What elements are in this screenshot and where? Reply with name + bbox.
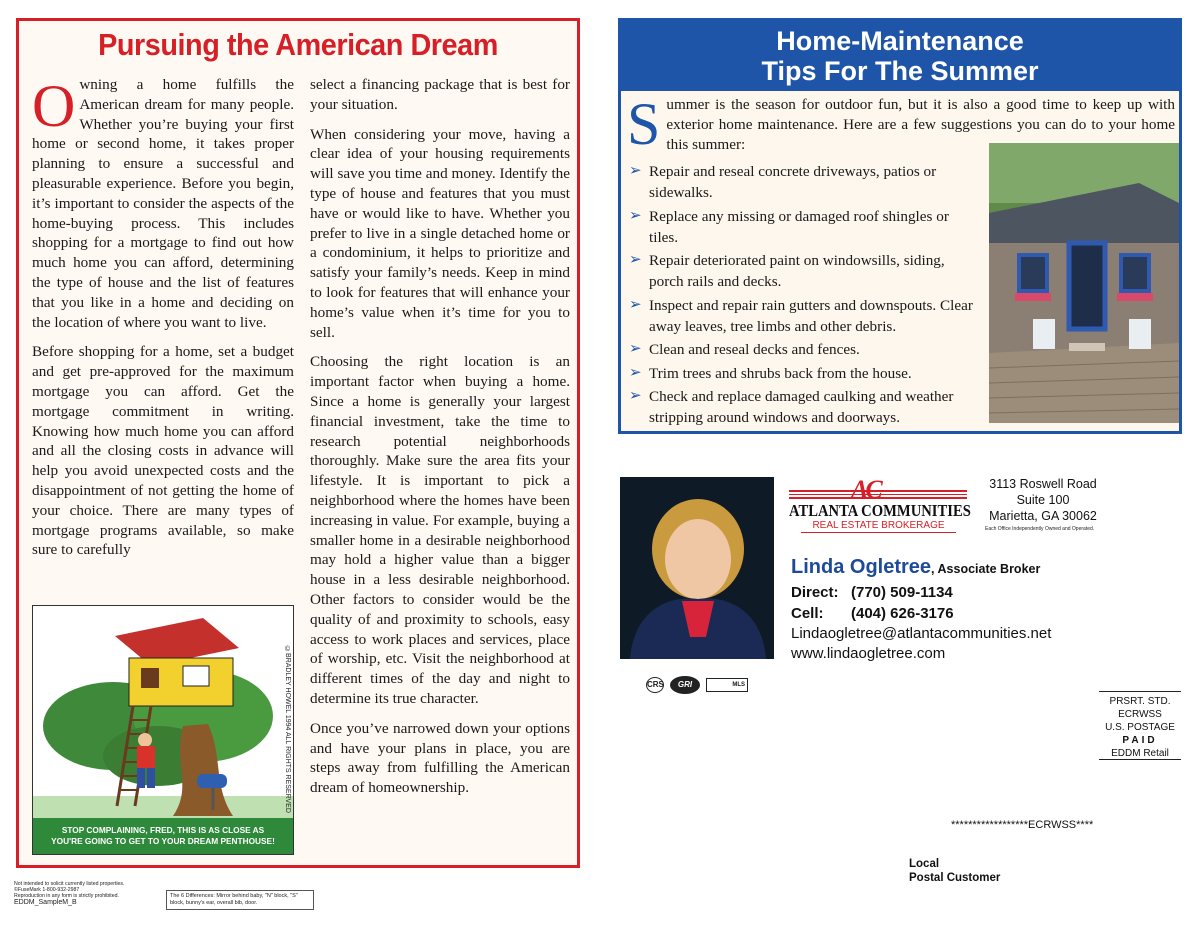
- treehouse-illustration: [33, 606, 294, 820]
- gri-badge-icon: GRI: [670, 676, 700, 694]
- logo-rules: [789, 490, 967, 501]
- tip-item: ➢ Check and replace damaged caulking and weather stripping around windows and doorways.: [629, 388, 954, 426]
- office-address: 3113 Roswell Road Suite 100 Marietta, GA 30062: [989, 477, 1097, 523]
- tip-item: ➢ Trim trees and shrubs back from the house.: [629, 364, 912, 382]
- cartoon-caption: STOP COMPLAINING, FRED, THIS IS AS CLOSE AS YOU'RE GOING TO GET TO YOUR DREAM PENTHOUSE!: [33, 818, 293, 854]
- arrow-bullet-icon: ➢: [629, 207, 642, 224]
- article-paragraph: When considering your move, having a clear idea of your housing requirements will save you time and money. Identify the type of house and features that you must have or would like to have. Whether you prefer to live in a single detached home or a condominium, it helps to prioritize and satisfy your family’s needs. Keep in mind to look for features that will enhance your home’s value when it’s time for you to sell.: [310, 125, 570, 341]
- brokerage-logo: [789, 475, 969, 537]
- article-column-1: [32, 75, 294, 570]
- tip-item: ➢ Clean and reseal decks and fences.: [629, 341, 860, 358]
- article-paragraph: Once you’ve narrowed down your options and have your plans in place, you are steps away from fulfilling the American dream of homeownership.: [310, 719, 570, 797]
- differences-box: The 6 Differences: Mirror behind baby, "N" block, "S" block, bunny's ear, overall bib, door.: [166, 890, 314, 910]
- article-american-dream: [16, 18, 580, 868]
- tip-item: ➢ Repair deteriorated paint on windowsills, siding, porch rails and decks.: [629, 252, 945, 290]
- direct-phone[interactable]: Direct: (770) 509-1134: [791, 584, 953, 601]
- article-paragraph: Owning a home fulfills the American dream for many people. Whether you’re buying your first home or second home, it takes proper planning to ensure a successful and pleasurable experience. Before you begin, it’s important to consider the aspects of the home-buying process. This includes shopping for a mortgage to find out how much home you can afford, determining the type of house and the list of features that you like in a home and deciding on the location of where you want to live.: [32, 73, 294, 331]
- tips-intro: Summer is the season for outdoor fun, but it is also a good time to keep up with exterior home maintenance. Here are a few suggestions you can do to your home this summer:: [627, 91, 1175, 157]
- tip-item: ➢ Inspect and repair rain gutters and downspouts. Clear away leaves, tree limbs and other debris.: [629, 296, 973, 335]
- cell-phone[interactable]: Cell: (404) 626-3176: [791, 605, 954, 622]
- arrow-bullet-icon: ➢: [629, 364, 642, 381]
- tips-title: Home-Maintenance Tips For The Summer: [621, 21, 1179, 91]
- article-paragraph: select a financing package that is best for your situation.: [310, 76, 570, 113]
- crs-badge-icon: CRS: [646, 677, 664, 693]
- article-paragraph: Before shopping for a home, set a budget and get pre-approved for the maximum mortgage you can afford. Get the mortgage commitment in writing. Knowing how much home you can afford and all the closing costs in advance will help you avoid unexpected costs and the disappointment of not getting the home of your choice. There are many types of mortgage programs available, so make sure to carefully: [32, 343, 294, 559]
- agent-website[interactable]: www.lindaogletree.com: [791, 645, 946, 662]
- arrow-bullet-icon: ➢: [629, 388, 642, 404]
- arrow-bullet-icon: ➢: [629, 163, 642, 179]
- article-paragraph: Choosing the right location is an important factor when buying a home. Since a home is generally your largest financial investment, take the time to research potential neighborhoods thoroughly. Make sure the area fits your lifestyle. It is important to pick a neighborhood where the homes have been increasing in value. For example, buying a smaller home in a desirable neighborhood may hold a higher value than a bigger house in a less desirable neighborhood. Other factors to consider would be the quality of and proximity to schools, easy access to work places and services, place of worship, etc. Visit the neighborhood at different times of the day and night to determine its true character.: [310, 353, 570, 707]
- cottage-photo: [989, 143, 1179, 423]
- cartoon-credit: ©BRADLEY HOWEL 1994 ALL RIGHTS RESERVED: [284, 646, 291, 813]
- arrow-bullet-icon: ➢: [629, 252, 642, 268]
- arrow-bullet-icon: ➢: [629, 341, 642, 357]
- article-title: Pursuing the American Dream: [98, 27, 498, 62]
- mls-badge-icon: MLS: [706, 678, 748, 692]
- ecrwss-line: ******************ECRWSS****: [951, 819, 1094, 831]
- tip-item: ➢ Repair and reseal concrete driveways, patios or sidewalks.: [629, 163, 937, 201]
- drop-cap: S: [627, 91, 661, 157]
- treehouse-cartoon: [32, 605, 294, 855]
- agent-name: Linda Ogletree, Associate Broker: [791, 556, 1041, 578]
- arrow-bullet-icon: ➢: [629, 296, 642, 313]
- fine-print: Not intended to solicit currently listed properties. ©FuseMark 1-800-932-2987 Reproduction in any form is strictly prohibited. EDDM_SampleM_B: [14, 881, 125, 906]
- office-note: Each Office Independently Owned and Operated.: [985, 526, 1095, 532]
- summer-tips-panel: [618, 18, 1182, 434]
- brokerage-subtitle: REAL ESTATE BROKERAGE: [801, 520, 956, 533]
- tip-item: ➢ Replace any missing or damaged roof shingles or tiles.: [629, 207, 949, 246]
- agent-email[interactable]: Lindaogletree@atlantacommunities.net: [791, 625, 1052, 642]
- designation-badges: [646, 676, 748, 694]
- postage-indicia: PRSRT. STD. ECRWSS U.S. POSTAGE PAID EDDM Retail: [1099, 691, 1181, 760]
- postal-recipient: Local Postal Customer: [909, 858, 1001, 884]
- agent-photo: [620, 477, 774, 659]
- tips-list: [627, 161, 979, 431]
- article-column-2: [310, 75, 570, 808]
- drop-cap: O: [32, 73, 76, 139]
- brokerage-name: ATLANTA COMMUNITIES: [789, 501, 971, 520]
- agent-title: , Associate Broker: [931, 562, 1041, 576]
